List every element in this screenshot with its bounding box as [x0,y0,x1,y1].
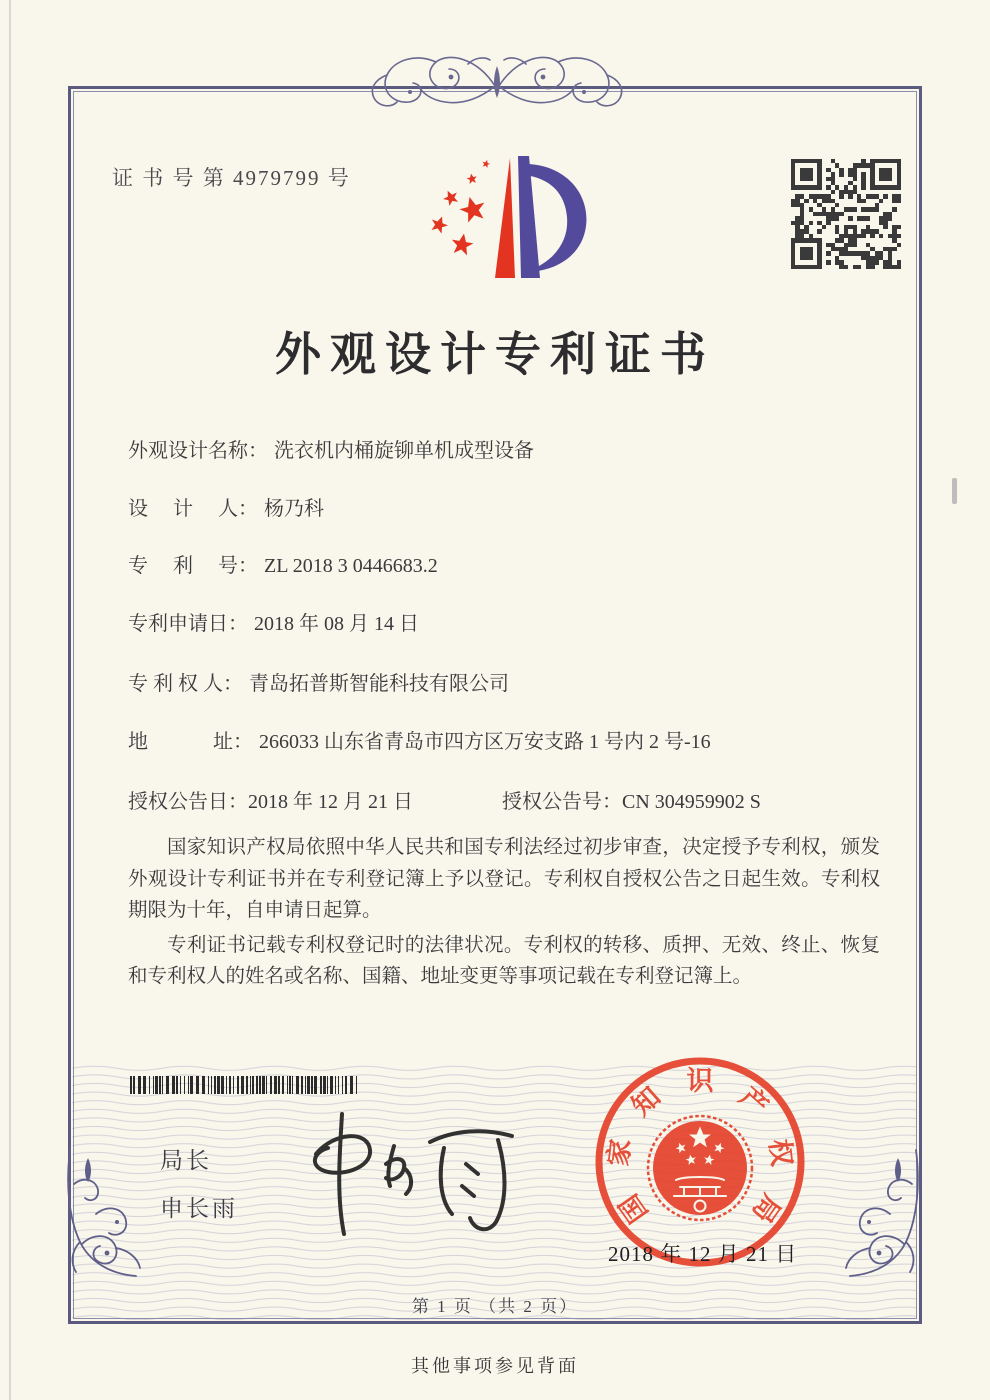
shen-changyu-signature [282,1102,522,1242]
cnipa-patent-logo-icon [416,148,596,294]
svg-text:局: 局 [746,1188,787,1229]
corner-flourish-ornament [828,1146,928,1278]
field-patent-number [128,549,438,578]
field-value: 266033 山东省青岛市四方区万安支路 1 号内 2 号-16 [259,731,711,753]
field-label: 设 计 人： [128,498,258,520]
top-flourish-ornament [352,50,642,118]
field-label: 专 利 号： [128,555,258,577]
field-value: 洗衣机内桶旋铆单机成型设备 [274,440,534,462]
field-label: 专利申请日： [128,613,248,635]
field-label: 专 利 权 人： [128,673,243,695]
qr-code [791,159,901,269]
national-emblem [648,1116,752,1220]
svg-text:产: 产 [733,1081,774,1122]
scan-artifact [952,478,957,504]
svg-text:知: 知 [626,1081,667,1122]
field-designer [128,492,324,521]
seal-date: 2018 年 12 月 21 日 [608,1242,798,1266]
barcode [130,1076,392,1094]
certificate-title: 外观设计专利证书 [275,329,715,380]
svg-text:权: 权 [763,1137,797,1168]
grant-date [128,785,413,814]
grant-date-label: 授权公告日： [128,791,248,813]
svg-text:识: 识 [686,1066,714,1096]
commissioner-title: 局长 [160,1147,212,1173]
field-value: ZL 2018 3 0446683.2 [264,555,438,577]
page-number: 第 1 页 （共 2 页） [411,1297,579,1316]
certificate-number: 证 书 号 第 4979799 号 [112,166,351,190]
field-application-date [128,607,419,636]
commissioner-name: 申长雨 [160,1195,238,1221]
field-label: 外观设计名称： [128,440,268,462]
legal-paragraph-1: 国家知识产权局依照中华人民共和国专利法经过初步审查，决定授予专利权，颁发外观设计专利证书并在专利登记簿上予以登记。专利权自授权公告之日起生效。专利权期限为十年，自申请日起算。 [128,837,880,921]
field-address [128,725,711,754]
grant-number-label: 授权公告号： [502,791,622,813]
grant-number [502,785,761,814]
field-value: 杨乃科 [264,498,324,520]
corner-flourish-ornament [58,1146,158,1278]
back-side-note: 其他事项参见背面 [411,1356,579,1376]
legal-text [128,832,880,996]
svg-text:国: 国 [613,1188,654,1229]
legal-paragraph-2: 专利证书记载专利权登记时的法律状况。专利权的转移、质押、无效、终止、恢复和专利权人的姓名或名称、国籍、地址变更等事项记载在专利登记簿上。 [128,934,880,987]
grant-date-value: 2018 年 12 月 21 日 [248,791,413,813]
scan-edge-shadow [9,0,11,1400]
field-patentee [128,667,509,696]
field-design-name [128,434,534,463]
field-value: 青岛拓普斯智能科技有限公司 [249,673,509,695]
grant-number-value: CN 304959902 S [622,791,761,813]
field-label: 地 址： [128,731,253,753]
svg-text:家: 家 [603,1137,637,1168]
field-value: 2018 年 08 月 14 日 [254,613,419,635]
